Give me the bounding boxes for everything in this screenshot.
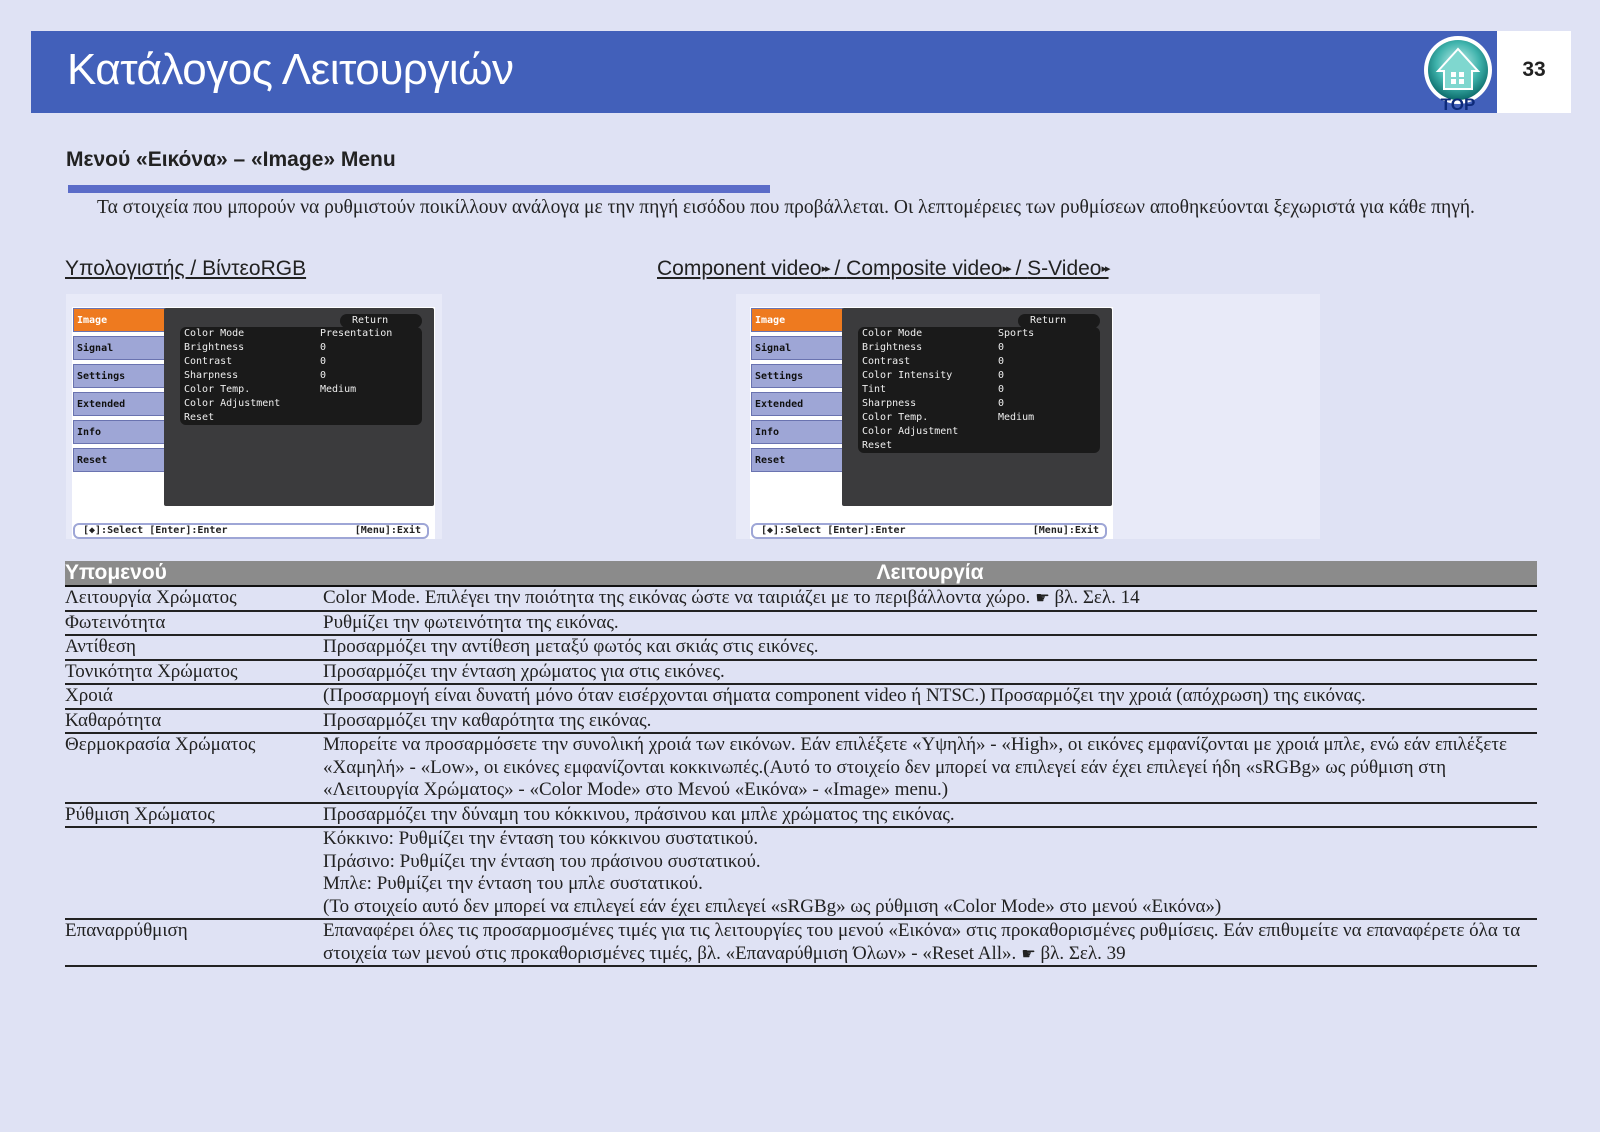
osd-setting-row[interactable] (858, 341, 1100, 355)
submenu-cell: Καθαρότητα (65, 709, 323, 734)
osd-setting-value: Medium (320, 384, 357, 395)
top-label: TOP (1440, 95, 1476, 113)
osd-setting-label: Contrast (184, 356, 233, 367)
osd-menu-item[interactable]: Signal (73, 336, 165, 360)
page-title: Κατάλογος Λειτουργιών (67, 45, 514, 94)
osd-settings-list (858, 327, 1100, 453)
osd-key-guide (73, 523, 429, 539)
table-row (65, 803, 1537, 828)
osd-menu-item[interactable]: Reset (751, 448, 843, 472)
osd-setting-value: 0 (998, 370, 1005, 381)
osd-setting-label: Color Adjustment (184, 398, 281, 409)
function-cell (323, 733, 1537, 803)
computer-rgb-heading[interactable]: Υπολογιστής / ΒίντεοRGB (65, 257, 307, 280)
osd-menu-item[interactable]: Info (751, 420, 843, 444)
function-cell (323, 611, 1537, 636)
function-cell (323, 635, 1537, 660)
osd-key-guide-select: [◆]:Select [Enter]:Enter (83, 525, 228, 536)
function-cell (323, 827, 1537, 919)
osd-setting-value: 0 (998, 356, 1005, 367)
page-reference-link[interactable]: βλ. Σελ. 39 (1035, 942, 1126, 964)
osd-menu-item[interactable]: Extended (751, 392, 843, 416)
osd-setting-row[interactable] (180, 383, 422, 397)
osd-setting-row[interactable] (858, 425, 1100, 439)
glossary-pointer-icon: ▸▸ (1101, 263, 1109, 275)
osd-setting-value: 0 (998, 384, 1005, 395)
table-row (65, 684, 1537, 709)
osd-setting-row[interactable] (180, 355, 422, 369)
osd-setting-label: Color Temp. (184, 384, 251, 395)
section-title: Μενού «Εικόνα» – «Image» Menu (66, 148, 396, 171)
function-table (65, 561, 1537, 967)
osd-setting-row[interactable] (858, 327, 1100, 341)
s-video-link[interactable]: S-Video (1027, 257, 1102, 280)
function-text: Προσαρμόζει την δύναμη του κόκκινου, πράσινου και μπλε χρώματος της εικόνας. (323, 803, 955, 825)
osd-setting-value: 0 (998, 398, 1005, 409)
osd-setting-row[interactable] (180, 411, 422, 425)
table-row (65, 635, 1537, 660)
col-header-function: Λειτουργία (323, 561, 1537, 586)
osd-settings-panel (842, 308, 1112, 506)
submenu-cell: Λειτουργία Χρώματος (65, 586, 323, 611)
function-cell (323, 919, 1537, 966)
intro-text: Τα στοιχεία που μπορούν να ρυθμιστούν ποικίλλουν ανάλογα με την πηγή εισόδου που προβάλλεται. Οι λεπτομέρειες των ρυθμίσεων αποθηκεύονται ξεχωριστά για κάθε πηγή. (97, 197, 1475, 218)
function-line: (Το στοιχείο αυτό δεν μπορεί να επιλεγεί εάν έχει επιλεγεί «sRGBg» ως ρύθμιση «Color Mode» στο μενού «Εικόνα») (323, 895, 1222, 917)
osd-setting-label: Sharpness (862, 398, 917, 409)
osd-computer-rgb (72, 307, 435, 539)
table-row (65, 827, 1537, 919)
osd-setting-row[interactable] (858, 397, 1100, 411)
submenu-cell: Ρύθμιση Χρώματος (65, 803, 323, 828)
table-row (65, 919, 1537, 966)
page-reference-link[interactable]: βλ. Σελ. 14 (1049, 587, 1140, 608)
function-cell (323, 684, 1537, 709)
submenu-cell: Φωτεινότητα (65, 611, 323, 636)
osd-setting-label: Color Mode (862, 328, 923, 339)
osd-key-guide-select: [◆]:Select [Enter]:Enter (761, 525, 906, 536)
osd-menu-item[interactable]: Settings (73, 364, 165, 388)
submenu-cell: Αντίθεση (65, 635, 323, 660)
function-text: Επαναφέρει όλες τις προσαρμοσμένες τιμές για τις λειτουργίες του μενού «Εικόνα» στις προκαθορισμένες ρυθμίσεις. Εάν επιθυμείτε να επαναφέρετε όλα τα στοιχεία των μενού στις προκαθορισμένες τιμές, βλ. «Επαναρύθμιση Όλων» - «Reset All». (323, 920, 1521, 964)
osd-setting-value: Presentation (320, 328, 393, 339)
osd-setting-row[interactable] (180, 397, 422, 411)
glossary-pointer-icon: ▸▸ (821, 263, 829, 275)
osd-setting-label: Color Mode (184, 328, 245, 339)
osd-setting-label: Color Intensity (862, 370, 953, 381)
function-line: Πράσινο: Ρυθμίζει την ένταση του πράσινου συστατικού. (323, 850, 761, 872)
osd-key-guide (751, 523, 1107, 539)
osd-setting-label: Color Temp. (862, 412, 929, 423)
table-row (65, 611, 1537, 636)
osd-setting-row[interactable] (180, 341, 422, 355)
osd-setting-value: 0 (320, 370, 327, 381)
osd-setting-row[interactable] (858, 383, 1100, 397)
osd-setting-label: Color Adjustment (862, 426, 959, 437)
osd-setting-label: Brightness (184, 342, 245, 353)
submenu-cell: Θερμοκρασία Χρώματος (65, 733, 323, 803)
page-number-box (1497, 31, 1571, 113)
function-text: Ρυθμίζει την φωτεινότητα της εικόνας. (323, 611, 619, 633)
osd-return-button[interactable]: Return (1018, 314, 1100, 328)
osd-setting-row[interactable] (180, 369, 422, 383)
submenu-cell: Τονικότητα Χρώματος (65, 660, 323, 685)
function-text: Μπορείτε να προσαρμόσετε την συνολική χροιά των εικόνων. Εάν επιλέξετε «Υψηλή» - «High», οι εικόνες εμφανίζονται με χροιά μπλε, ενώ εάν επιλέξετε «Χαμηλή» - «Low», οι εικόνες εμφανίζονται κοκκινωπές.(Αυτό το στοιχείο δεν μπορεί να επιλεγεί εάν έχει επιλεγεί ήδη «sRGBg» ως ρύθμιση στη «Λειτουργία Χρώματος» - «Color Mode» στο Μενού «Εικόνα» - «Image» menu.) (323, 734, 1507, 800)
glossary-pointer-icon: ▸▸ (1002, 263, 1010, 275)
osd-key-guide-exit: [Menu]:Exit (354, 525, 421, 536)
osd-video (750, 307, 1113, 539)
video-sources-heading (657, 257, 1109, 281)
submenu-cell: Επαναρρύθμιση (65, 919, 323, 966)
function-cell (323, 709, 1537, 734)
osd-setting-row[interactable] (858, 369, 1100, 383)
osd-setting-value: Sports (998, 328, 1035, 339)
osd-menu-item[interactable]: Settings (751, 364, 843, 388)
osd-menu-item[interactable]: Signal (751, 336, 843, 360)
function-line: Μπλε: Ρυθμίζει την ένταση του μπλε συστατικού. (323, 873, 703, 894)
osd-setting-label: Contrast (862, 356, 911, 367)
osd-setting-label: Sharpness (184, 370, 239, 381)
function-cell (323, 803, 1537, 828)
osd-setting-row[interactable] (858, 355, 1100, 369)
osd-settings-panel (164, 308, 434, 506)
function-line: Κόκκινο: Ρυθμίζει την ένταση του κόκκινου συστατικού. (323, 828, 759, 849)
osd-setting-row[interactable] (858, 439, 1100, 453)
osd-return-button[interactable]: Return (340, 314, 422, 328)
osd-menu-item[interactable]: Info (73, 420, 165, 444)
osd-menu-item[interactable]: Image (73, 308, 165, 332)
table-header-row (65, 561, 1537, 586)
function-cell (323, 586, 1537, 611)
osd-menu-item[interactable]: Reset (73, 448, 165, 472)
submenu-cell: Χροιά (65, 684, 323, 709)
osd-key-guide-exit: [Menu]:Exit (1032, 525, 1099, 536)
component-video-link[interactable]: Component video (657, 257, 822, 280)
col-header-submenu: Υπομενού (65, 561, 323, 586)
osd-setting-label: Reset (184, 412, 215, 423)
section-rule (68, 185, 770, 193)
table-row (65, 733, 1537, 803)
submenu-cell (65, 827, 323, 919)
top-home-icon[interactable] (1422, 33, 1500, 113)
table-row (65, 660, 1537, 685)
function-text: Color Mode. Επιλέγει την ποιότητα της εικόνας ώστε να ταιριάζει με το περιβάλλοντα χώρο. (323, 587, 1031, 608)
pointing-hand-icon: ☛ (1016, 943, 1036, 963)
composite-video-link[interactable]: Composite video (846, 257, 1003, 280)
osd-setting-value: 0 (320, 342, 327, 353)
osd-setting-value: Medium (998, 412, 1035, 423)
separator: / (828, 257, 847, 280)
function-text: Προσαρμόζει την καθαρότητα της εικόνας. (323, 709, 652, 731)
function-text: Προσαρμόζει την αντίθεση μεταξύ φωτός και σκιάς στις εικόνες. (323, 636, 819, 657)
separator: / (1009, 257, 1028, 280)
osd-setting-row[interactable] (858, 411, 1100, 425)
function-cell (323, 660, 1537, 685)
pointing-hand-icon: ☛ (1030, 588, 1050, 607)
osd-menu-item[interactable]: Image (751, 308, 843, 332)
osd-setting-label: Tint (862, 384, 887, 395)
header-bar (31, 31, 1497, 113)
table-row (65, 709, 1537, 734)
osd-setting-value: 0 (998, 342, 1005, 353)
osd-setting-label: Reset (862, 440, 893, 451)
osd-setting-value: 0 (320, 356, 327, 367)
function-text: Προσαρμόζει την ένταση χρώματος για στις εικόνες. (323, 660, 725, 682)
osd-settings-list (180, 327, 422, 425)
page-number: 33 (1522, 58, 1546, 81)
table-row (65, 586, 1537, 611)
osd-setting-label: Brightness (862, 342, 923, 353)
function-text: (Προσαρμογή είναι δυνατή μόνο όταν εισέρχονται σήματα component video ή NTSC.) Προσαρμόζει την χροιά (απόχρωση) της εικόνας. (323, 685, 1366, 706)
osd-setting-row[interactable] (180, 327, 422, 341)
osd-menu-item[interactable]: Extended (73, 392, 165, 416)
